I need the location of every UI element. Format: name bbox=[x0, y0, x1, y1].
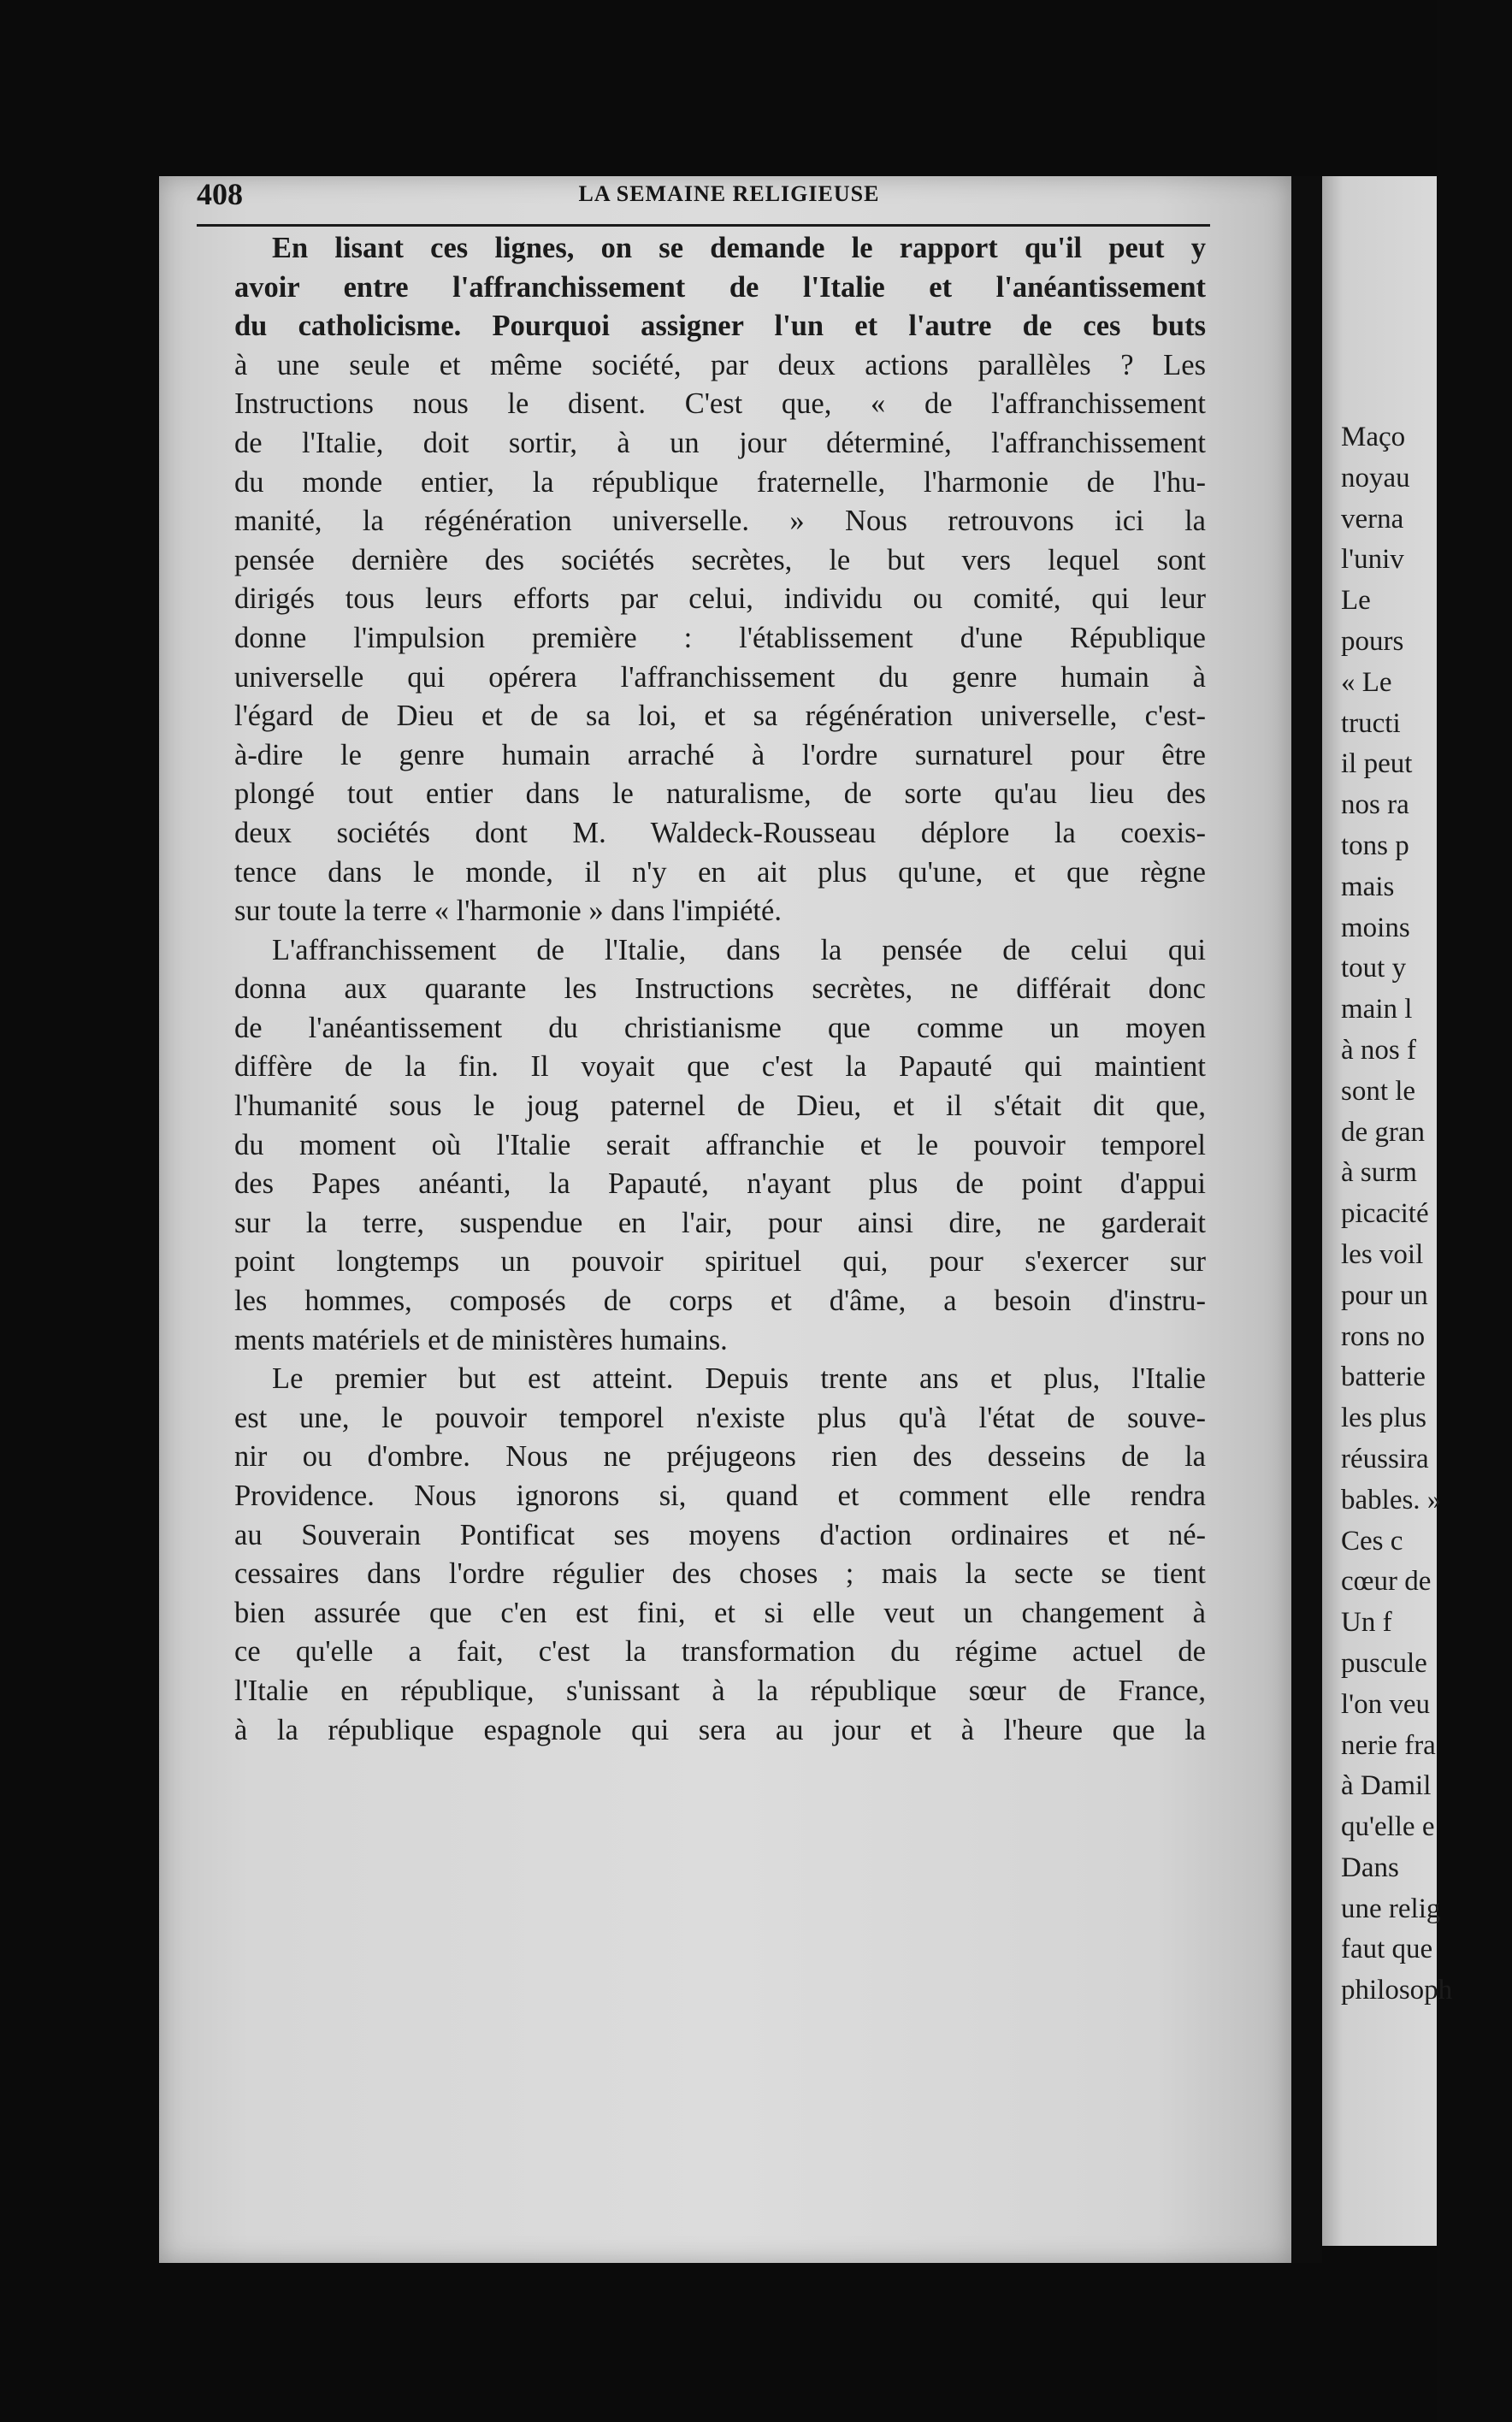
text-line: nir ou d'ombre. Nous ne préjugeons rien des desseins de la bbox=[234, 1440, 1206, 1474]
fragment-line: il peut bbox=[1341, 748, 1413, 780]
fragment-line: cœur de bbox=[1341, 1566, 1432, 1598]
text-line: sur toute la terre « l'harmonie » dans l'impiété. bbox=[234, 895, 782, 928]
text-line: pensée dernière des sociétés secrètes, le but vers lequel sont bbox=[234, 543, 1206, 576]
paragraph bbox=[197, 229, 1206, 931]
text-line: ce qu'elle a fait, c'est la transformation du régime actuel de bbox=[234, 1635, 1206, 1669]
fragment-line: pours bbox=[1341, 625, 1404, 657]
text-line: est une, le pouvoir temporel n'existe plus qu'à l'état de souve- bbox=[234, 1401, 1206, 1434]
adjacent-page-text bbox=[1341, 417, 1512, 2011]
fragment-line: tructi bbox=[1341, 707, 1401, 739]
fragment-line: bables. » bbox=[1341, 1484, 1442, 1515]
fragment-line: moins bbox=[1341, 912, 1410, 943]
text-line: l'humanité sous le joug paternel de Dieu, et il s'était dit que, bbox=[234, 1090, 1206, 1123]
text-line: du moment où l'Italie serait affranchie et le pouvoir temporel bbox=[234, 1128, 1206, 1161]
text-line: L'affranchissement de l'Italie, dans la pensée de celui qui bbox=[272, 933, 1206, 966]
fragment-line: à nos f bbox=[1341, 1034, 1416, 1066]
fragment-line: picacité bbox=[1341, 1198, 1429, 1230]
text-line: donna aux quarante les Instructions secrètes, ne différait donc bbox=[234, 972, 1206, 1006]
fragment-line: verna bbox=[1341, 503, 1404, 535]
fragment-line: philosoph bbox=[1341, 1975, 1453, 2006]
article-body bbox=[197, 229, 1206, 1750]
text-line: manité, la régénération universelle. » Nous retrouvons ici la bbox=[234, 505, 1206, 538]
fragment-line: pour un bbox=[1341, 1279, 1428, 1311]
text-line: cessaires dans l'ordre régulier des choses ; mais la secte se tient bbox=[234, 1557, 1206, 1591]
text-line: de l'Italie, doit sortir, à un jour déterminé, l'affranchissement bbox=[234, 426, 1206, 459]
fragment-line: les voil bbox=[1341, 1238, 1424, 1270]
text-line: Providence. Nous ignorons si, quand et comment elle rendra bbox=[234, 1480, 1206, 1512]
fragment-line: l'univ bbox=[1341, 544, 1404, 576]
fragment-line: nerie fra bbox=[1341, 1729, 1436, 1761]
text-line: à-dire le genre humain arraché à l'ordre surnaturel pour être bbox=[234, 738, 1206, 771]
fragment-line: main l bbox=[1341, 994, 1413, 1025]
adjacent-page bbox=[1322, 176, 1453, 2246]
fragment-line: les plus bbox=[1341, 1403, 1426, 1434]
fragment-line: tons p bbox=[1341, 830, 1409, 861]
text-line: des Papes anéanti, la Papauté, n'ayant plus de point d'appui bbox=[234, 1167, 1206, 1201]
fragment-line: rons no bbox=[1341, 1320, 1426, 1352]
fragment-line: Le bbox=[1341, 585, 1371, 617]
text-line: deux sociétés dont M. Waldeck-Rousseau déplore la coexis- bbox=[234, 816, 1206, 849]
text-line: En lisant ces lignes, on se demande le rapport qu'il peut y bbox=[272, 232, 1206, 264]
paragraph bbox=[197, 931, 1206, 1361]
fragment-line: mais bbox=[1341, 871, 1395, 902]
fragment-line: Maço bbox=[1341, 422, 1406, 452]
fragment-line: réussira bbox=[1341, 1443, 1429, 1474]
text-line: avoir entre l'affranchissement de l'Italie et l'anéantissement bbox=[234, 270, 1206, 304]
fragment-line: sont le bbox=[1341, 1075, 1416, 1107]
text-line: bien assurée que c'en est fini, et si elle veut un changement à bbox=[234, 1596, 1206, 1629]
fragment-line: faut que bbox=[1341, 1934, 1433, 1965]
text-line: sur la terre, suspendue en l'air, pour ainsi dire, ne garderait bbox=[234, 1206, 1206, 1239]
fragment-line: puscule bbox=[1341, 1647, 1427, 1679]
text-line: plongé tout entier dans le naturalisme, de sorte qu'au lieu des bbox=[234, 777, 1206, 811]
text-line: point longtemps un pouvoir spirituel qui, pour s'exercer sur bbox=[234, 1245, 1206, 1279]
text-line: Le premier but est atteint. Depuis trente ans et plus, l'Italie bbox=[272, 1362, 1206, 1396]
fragment-line: tout y bbox=[1341, 953, 1407, 984]
fragment-line: à Damil bbox=[1341, 1770, 1432, 1802]
text-line: les hommes, composés de corps et d'âme, a besoin d'instru- bbox=[234, 1285, 1206, 1318]
text-line: universelle qui opérera l'affranchissement du genre humain à bbox=[234, 660, 1206, 694]
fragment-line: batterie bbox=[1341, 1362, 1426, 1393]
fragment-line: l'on veu bbox=[1341, 1688, 1431, 1720]
journal-title: LA SEMAINE RELIGIEUSE bbox=[578, 181, 880, 206]
fragment-line: Dans bbox=[1341, 1852, 1399, 1883]
page-number: 408 bbox=[197, 177, 243, 211]
text-line: donne l'impulsion première : l'établissement d'une République bbox=[234, 621, 1206, 654]
header-rule bbox=[197, 224, 1210, 227]
fragment-line: nos ra bbox=[1341, 789, 1409, 821]
fragment-line: qu'elle e bbox=[1341, 1811, 1435, 1843]
text-line: du catholicisme. Pourquoi assigner l'un et l'autre de ces buts bbox=[234, 310, 1206, 343]
text-line: l'égard de Dieu et de sa loi, et sa régénération universelle, c'est- bbox=[234, 700, 1206, 733]
fragment-line: « Le bbox=[1341, 666, 1392, 698]
text-line: Instructions nous le disent. C'est que, « de l'affranchissement bbox=[234, 387, 1206, 421]
fragment-line: Ces c bbox=[1341, 1525, 1403, 1557]
text-line: à une seule et même société, par deux actions parallèles ? Les bbox=[234, 348, 1206, 381]
fragment-line: une relig bbox=[1341, 1893, 1441, 1924]
text-line: diffère de la fin. Il voyait que c'est la Papauté qui maintient bbox=[234, 1050, 1206, 1084]
fragment-line: de gran bbox=[1341, 1116, 1426, 1148]
page-gutter bbox=[1291, 176, 1322, 2263]
text-line: l'Italie en république, s'unissant à la république sœur de France, bbox=[234, 1674, 1206, 1707]
text-line: à la république espagnole qui sera au jour et à l'heure que la bbox=[234, 1713, 1206, 1746]
text-line: au Souverain Pontificat ses moyens d'action ordinaires et né- bbox=[234, 1518, 1206, 1551]
text-line: de l'anéantissement du christianisme que comme un moyen bbox=[234, 1011, 1206, 1044]
fragment-line: à surm bbox=[1341, 1157, 1417, 1189]
fragment-line: noyau bbox=[1341, 462, 1410, 493]
fragment-line: Un f bbox=[1341, 1607, 1392, 1639]
text-line: tence dans le monde, il n'y en ait plus qu'une, et que règne bbox=[234, 855, 1206, 889]
running-head bbox=[197, 171, 1210, 222]
text-line: ments matériels et de ministères humains. bbox=[234, 1323, 728, 1356]
text-line: dirigés tous leurs efforts par celui, individu ou comité, qui leur bbox=[234, 582, 1206, 616]
paragraph bbox=[197, 1360, 1206, 1750]
text-line: du monde entier, la république fraternelle, l'harmonie de l'hu- bbox=[234, 465, 1206, 499]
